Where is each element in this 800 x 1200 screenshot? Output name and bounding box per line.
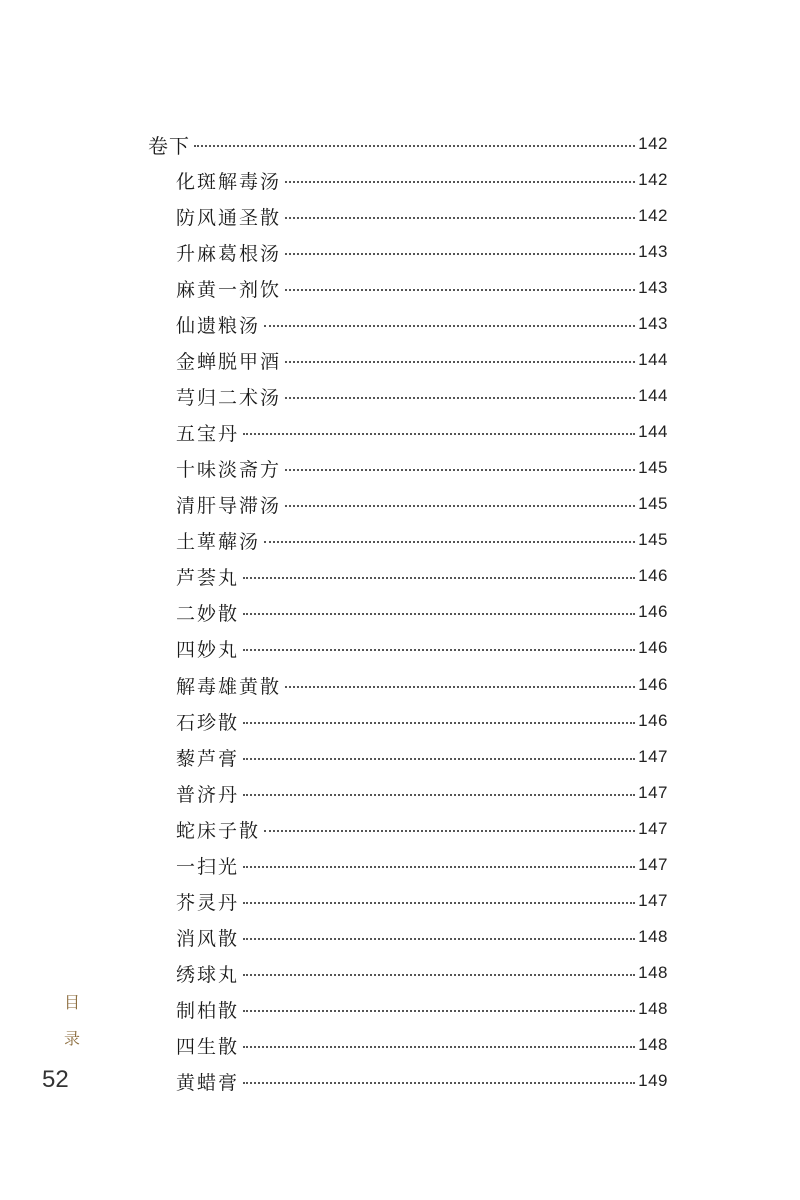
toc-entry-title: 十味淡斋方 [176,458,282,481]
toc-page-number: 144 [638,422,668,441]
dot-leader [264,325,635,327]
dot-leader [285,686,635,688]
toc-entry-title: 制柏散 [176,999,240,1022]
toc-page-number: 148 [638,963,668,982]
toc-entry-title: 普济丹 [176,783,240,806]
toc-page-number: 148 [638,999,668,1018]
toc-page-number: 147 [638,891,668,910]
toc-entry-title: 绣球丸 [176,963,240,986]
toc-page-number: 144 [638,386,668,405]
dot-leader [243,902,635,904]
toc-entry-row[interactable] [0,234,800,270]
toc-entry-title: 藜芦膏 [176,747,240,770]
toc-entry-title: 芦荟丸 [176,566,240,589]
dot-leader [285,361,635,363]
toc-entry-row[interactable] [0,162,800,198]
dot-leader [243,722,635,724]
toc-page-number: 146 [638,711,668,730]
toc-page-number: 149 [638,1071,668,1090]
dot-leader [243,866,635,868]
toc-page-number: 147 [638,783,668,802]
page-number: 52 [42,1066,69,1093]
dot-leader [243,433,635,435]
dot-leader [243,649,635,651]
toc-page-number: 143 [638,242,668,261]
toc-page-number: 146 [638,566,668,585]
toc-section-row[interactable] [0,126,800,162]
toc-entry-title: 石珍散 [176,711,240,734]
toc-entry-title: 土萆薢汤 [176,530,261,553]
dot-leader [243,938,635,940]
toc-entry-title: 解毒雄黄散 [176,675,282,698]
toc-entry-row[interactable] [0,450,800,486]
toc-page-number: 143 [638,278,668,297]
toc-page-number: 147 [638,855,668,874]
toc-page-number: 145 [638,530,668,549]
toc-page-number: 142 [638,134,668,153]
toc-page-number: 147 [638,747,668,766]
toc-entry-row[interactable] [0,522,800,558]
dot-leader [243,1046,635,1048]
sidebar-label-mu: 目 [63,993,80,1012]
dot-leader [285,253,635,255]
toc-page-number: 142 [638,170,668,189]
dot-leader [243,613,635,615]
sidebar-label-lu: 录 [63,1029,80,1048]
toc-page-number: 146 [638,638,668,657]
toc-entry-row[interactable] [0,703,800,739]
dot-leader [285,397,635,399]
toc-entry-title: 消风散 [176,927,240,950]
toc-entry-row[interactable] [0,1027,800,1063]
toc-entry-title: 黄蜡膏 [176,1071,240,1094]
toc-entry-row[interactable] [0,414,800,450]
toc-entry-row[interactable] [0,667,800,703]
toc-entry-title: 麻黄一剂饮 [176,278,282,301]
toc-page-number: 145 [638,494,668,513]
dot-leader [285,289,635,291]
toc-entry-title: 五宝丹 [176,422,240,445]
toc-entry-title: 四生散 [176,1035,240,1058]
toc-entry-title: 芥灵丹 [176,891,240,914]
toc-entry-row[interactable] [0,306,800,342]
toc-page-number: 142 [638,206,668,225]
toc-entry-row[interactable] [0,739,800,775]
toc-entry-row[interactable] [0,378,800,414]
toc-page-number: 144 [638,350,668,369]
dot-leader [285,505,635,507]
toc-entry-title: 清肝导滞汤 [176,494,282,517]
toc-entry-row[interactable] [0,486,800,522]
toc-entry-title: 四妙丸 [176,638,240,661]
dot-leader [285,469,635,471]
dot-leader [264,541,635,543]
toc-page-number: 148 [638,1035,668,1054]
toc-entry-title: 芎归二术汤 [176,386,282,409]
toc-entry-row[interactable] [0,919,800,955]
toc-entry-row[interactable] [0,594,800,630]
toc-entry-title: 升麻葛根汤 [176,242,282,265]
toc-entry-title: 化斑解毒汤 [176,170,282,193]
toc-entry-row[interactable] [0,1063,800,1099]
dot-leader [243,974,635,976]
toc-entry-row[interactable] [0,198,800,234]
toc-entry-title: 金蝉脱甲酒 [176,350,282,373]
toc-entry-title: 二妙散 [176,602,240,625]
toc-page-number: 146 [638,675,668,694]
toc-entry-row[interactable] [0,558,800,594]
toc-entry-row[interactable] [0,847,800,883]
toc-entry-row[interactable] [0,955,800,991]
toc-entry-row[interactable] [0,991,800,1027]
toc-entry-row[interactable] [0,342,800,378]
toc-entry-row[interactable] [0,811,800,847]
toc-entry-row[interactable] [0,630,800,666]
dot-leader [194,145,635,147]
toc-entry-title: 防风通圣散 [176,206,282,229]
dot-leader [285,181,635,183]
dot-leader [243,758,635,760]
dot-leader [243,794,635,796]
dot-leader [264,830,635,832]
toc-entry-row[interactable] [0,883,800,919]
toc-entry-row[interactable] [0,270,800,306]
dot-leader [243,1082,635,1084]
dot-leader [243,577,635,579]
toc-entry-title: 一扫光 [176,855,240,878]
toc-page-number: 143 [638,314,668,333]
toc-entry-row[interactable] [0,775,800,811]
toc-entry-title: 蛇床子散 [176,819,261,842]
toc-page-number: 148 [638,927,668,946]
toc-page-number: 146 [638,602,668,621]
dot-leader [285,217,635,219]
dot-leader [243,1010,635,1012]
toc-page-number: 145 [638,458,668,477]
toc-page-number: 147 [638,819,668,838]
toc-section-title: 卷下 [148,133,190,158]
toc-entry-title: 仙遗粮汤 [176,314,261,337]
